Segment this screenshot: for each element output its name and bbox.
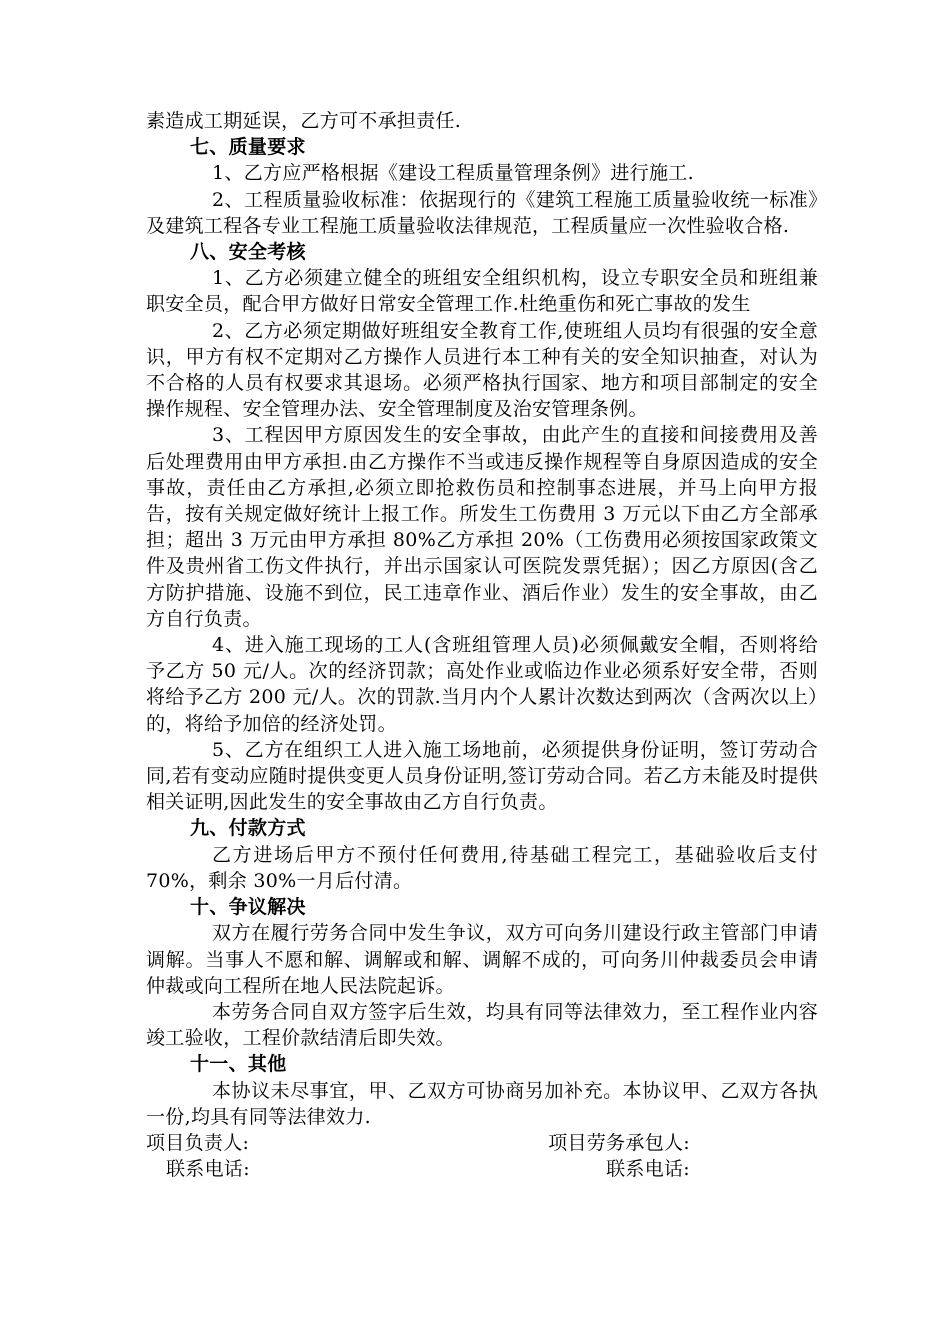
safety-clause-5: 5、乙方在组织工人进入施工场地前，必须提供身份证明，签订劳动合同,若有变动应随时提供变更人员身份证明,签订劳动合同。若乙方未能及时提供相关证明,因此发生的安全事故由乙方自行负责。 (146, 738, 818, 814)
safety-clause-4: 4、进入施工现场的工人(含班组管理人员)必须佩戴安全帽，否则将给予乙方 50 元/人。次的经济罚款；高处作业或临边作业必须系好安全带，否则将给予乙方 200 元/人。次的罚款.当月内个人累计次数达到两次（含两次以上）的，将给予加倍的经济处罚。 (146, 634, 818, 735)
signature-row-names (146, 1130, 818, 1156)
section-heading-dispute: 十、争议解决 (190, 896, 306, 919)
contractor-phone-label: 联系电话: (606, 1158, 690, 1181)
signature-row-phones (146, 1156, 818, 1182)
dispute-clause-1: 双方在履行劳务合同中发生争议，双方可向务川建设行政主管部门申请调解。当事人不愿和解、调解或和解、调解不成的，可向务川仲裁委员会申请仲裁或向工程所在地人民法院起诉。 (146, 922, 818, 997)
section-heading-safety: 八、安全考核 (190, 241, 306, 264)
section-heading-other: 十一、其他 (190, 1053, 287, 1076)
payment-clause: 乙方进场后甲方不预付任何费用,待基础工程完工，基础验收后支付 70%，剩余 30%一月后付清。 (146, 843, 818, 892)
quality-clause-1: 1、乙方应严格根据《建设工程质量管理条例》进行施工. (212, 162, 694, 185)
section-heading-payment: 九、付款方式 (190, 817, 306, 840)
other-clause: 本协议未尽事宜，甲、乙双方可协商另加补充。本协议甲、乙双方各执一份,均具有同等法律效力. (146, 1079, 818, 1128)
section-heading-quality: 七、质量要求 (190, 136, 306, 159)
dispute-clause-2: 本劳务合同自双方签字后生效，均具有同等法律效力，至工程作业内容竣工验收，工程价款结清后即失效。 (146, 1000, 818, 1050)
contract-body (146, 108, 818, 1182)
safety-clause-3: 3、工程因甲方原因发生的安全事故，由此产生的直接和间接费用及善后处理费用由甲方承担.由乙方操作不当或违反操作规程等自身原因造成的安全事故，责任由乙方承担,必须立即抢救伤员和控制事态进展，并马上向甲方报告，按有关规定做好统计上报工作。所发生工伤费用 3 万元以下由乙方全部承担；超出 3 万元由甲方承担 80%乙方承担 20%（工伤费用必须按国家政策文件及贵州省工伤文件执行，并出示国家认可医院发票凭据）；因乙方原因(含乙方防护措施、设施不到位，民工违章作业、酒后作业）发生的安全事故，由乙方自行负责。 (146, 424, 818, 630)
carry-over-line: 素造成工期延误，乙方可不承担责任. (146, 110, 462, 132)
quality-clause-2: 2、工程质量验收标准：依据现行的《建筑工程施工质量验收统一标准》及建筑工程各专业工程施工质量验收法律规范，工程质量应一次性验收合格. (146, 188, 818, 237)
safety-clause-1: 1、乙方必须建立健全的班组安全组织机构，设立专职安全员和班组兼职安全员，配合甲方做好日常安全管理工作.杜绝重伤和死亡事故的发生 (146, 267, 818, 316)
labor-contractor-label: 项目劳务承包人: (548, 1131, 690, 1154)
safety-clause-2: 2、乙方必须定期做好班组安全教育工作,使班组人员均有很强的安全意识，甲方有权不定期对乙方操作人员进行本工种有关的安全知识抽查，对认为不合格的人员有权要求其退场。必须严格执行国家、地方和项目部制定的安全操作规程、安全管理办法、安全管理制度及治安管理条例。 (146, 319, 818, 421)
manager-phone-label: 联系电话: (166, 1158, 250, 1181)
project-manager-label: 项目负责人: (146, 1131, 250, 1154)
